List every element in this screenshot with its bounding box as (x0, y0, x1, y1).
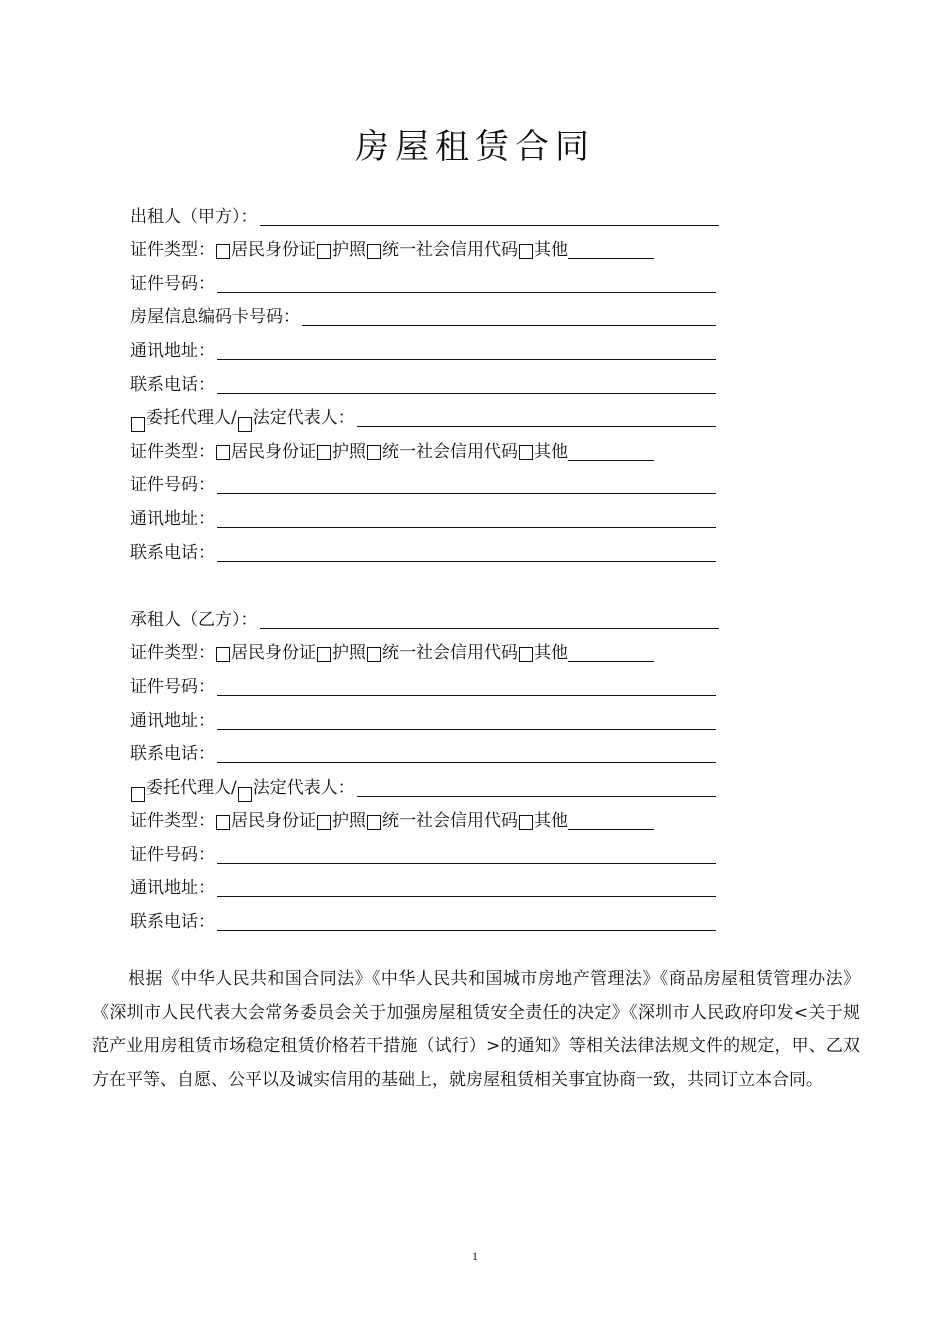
lessor-agent-id-option-other: 其他 (534, 441, 568, 462)
lessor-id-option-checkbox-passport[interactable] (317, 244, 331, 259)
lessee-agent-phone-label: 联系电话： (130, 912, 215, 933)
lessor-agent-id-option-passport: 护照 (332, 441, 366, 462)
lessee-agent-id-number-label: 证件号码： (130, 844, 215, 865)
lessee-id-number-row (130, 666, 716, 700)
lessee-address-row (130, 700, 716, 734)
lessee-agent-address-label: 通讯地址： (130, 878, 215, 899)
lessor-phone-label: 联系电话： (130, 374, 215, 395)
lessee-agent-id-option-checkbox-other[interactable] (519, 815, 533, 830)
lessor-id-option-other: 其他 (534, 240, 568, 261)
lessee-agent-row (130, 767, 716, 801)
lessor-id-number-label: 证件号码： (130, 273, 215, 294)
lessor-address-field[interactable] (217, 339, 716, 360)
lessee-agent-phone-row (130, 901, 716, 935)
lessee-agent-name-field[interactable] (357, 776, 716, 797)
lessee-phone-label: 联系电话： (130, 744, 215, 765)
lessor-row (130, 196, 716, 230)
lessee-id-option-other: 其他 (534, 643, 568, 664)
lessor-agent-id-option-checkbox-resident[interactable] (216, 445, 230, 460)
lessor-id-other-field[interactable] (568, 238, 654, 259)
page-number: 1 (472, 1249, 478, 1263)
lessor-agent-address-label: 通讯地址： (130, 508, 215, 529)
lessor-house-code-row (130, 297, 716, 331)
lessee-agent-id-number-field[interactable] (217, 843, 716, 864)
lessee-agent-label-1: 委托代理人/ (146, 777, 237, 798)
lessor-id-option-checkbox-resident[interactable] (216, 244, 230, 259)
lessee-address-field[interactable] (217, 709, 716, 730)
lessee-agent-label-2: 法定代表人： (252, 777, 355, 798)
lessor-id-option-checkbox-other[interactable] (519, 244, 533, 259)
lessor-legal-rep-checkbox[interactable] (238, 417, 252, 432)
lessor-id-number-field[interactable] (217, 272, 716, 293)
lessee-id-option-passport: 护照 (332, 643, 366, 664)
lessor-agent-address-field[interactable] (217, 507, 716, 528)
lessor-agent-id-option-resident: 居民身份证 (231, 441, 316, 462)
lessor-agent-id-option-credit-code: 统一社会信用代码 (382, 441, 518, 462)
lessor-agent-id-option-checkbox-credit-code[interactable] (367, 445, 381, 460)
lessee-id-number-label: 证件号码： (130, 676, 215, 697)
lessee-id-other-field[interactable] (568, 641, 654, 662)
lessor-name-field[interactable] (260, 205, 720, 226)
lessor-house-code-field[interactable] (302, 305, 716, 326)
lessor-agent-id-option-checkbox-other[interactable] (519, 445, 533, 460)
lessor-id-option-checkbox-credit-code[interactable] (367, 244, 381, 259)
lessor-id-type-row (130, 230, 716, 264)
lessor-id-option-credit-code: 统一社会信用代码 (382, 240, 518, 261)
lessor-agent-phone-field[interactable] (217, 541, 716, 562)
lessee-id-number-field[interactable] (217, 675, 716, 696)
lessee-agent-id-option-checkbox-credit-code[interactable] (367, 815, 381, 830)
lessor-agent-address-row (130, 498, 716, 532)
page-title: 房屋租赁合同 (355, 127, 595, 167)
lessor-id-type-label: 证件类型： (130, 240, 215, 261)
lessee-agent-id-type-row (130, 801, 716, 835)
lessee-agent-id-other-field[interactable] (568, 809, 654, 830)
lessee-agent-id-option-resident: 居民身份证 (231, 811, 316, 832)
lessor-label: 出租人（甲方）： (130, 206, 258, 227)
lessor-agent-id-type-row (130, 431, 716, 465)
lessee-phone-field[interactable] (217, 742, 716, 763)
lessee-agent-address-field[interactable] (217, 876, 716, 897)
lessor-agent-name-field[interactable] (357, 406, 716, 427)
lessee-id-option-checkbox-credit-code[interactable] (367, 647, 381, 662)
lessee-agent-id-option-passport: 护照 (332, 811, 366, 832)
lessee-agent-checkbox[interactable] (131, 787, 145, 802)
lessee-agent-id-number-row (130, 834, 716, 868)
lessor-address-label: 通讯地址： (130, 340, 215, 361)
lessor-agent-phone-label: 联系电话： (130, 542, 215, 563)
lessor-agent-id-type-label: 证件类型： (130, 441, 215, 462)
lessor-agent-id-option-checkbox-passport[interactable] (317, 445, 331, 460)
lessee-address-label: 通讯地址： (130, 710, 215, 731)
lessee-agent-id-type-label: 证件类型： (130, 811, 215, 832)
lessee-id-type-row (130, 633, 716, 667)
lessor-agent-checkbox[interactable] (131, 417, 145, 432)
lessee-agent-id-option-checkbox-resident[interactable] (216, 815, 230, 830)
lessee-row (130, 599, 716, 633)
lessor-agent-id-number-row (130, 465, 716, 499)
lessee-agent-address-row (130, 868, 716, 902)
lessee-agent-id-option-credit-code: 统一社会信用代码 (382, 811, 518, 832)
lessor-agent-id-number-label: 证件号码： (130, 475, 215, 496)
lessor-house-code-label: 房屋信息编码卡号码： (130, 307, 300, 328)
lessor-agent-label-2: 法定代表人： (252, 408, 355, 429)
lessee-agent-id-option-other: 其他 (534, 811, 568, 832)
lessee-id-option-checkbox-resident[interactable] (216, 647, 230, 662)
lessor-phone-field[interactable] (217, 373, 716, 394)
section-gap (130, 566, 716, 600)
lessee-name-field[interactable] (260, 608, 720, 629)
lessee-id-type-label: 证件类型： (130, 643, 215, 664)
lessee-agent-id-option-checkbox-passport[interactable] (317, 815, 331, 830)
lessee-id-option-credit-code: 统一社会信用代码 (382, 643, 518, 664)
contract-preamble: 根据《中华人民共和国合同法》《中华人民共和国城市房地产管理法》《商品房屋租赁管理办法》《深圳市人民代表大会常务委员会关于加强房屋租赁安全责任的决定》《深圳市人民政府印发<关于规范产业用房租赁市场稳定租赁价格若干措施（试行）>的通知》等相关法律法规文件的规定，甲、乙双方在平等、自愿、公平以及诚实信用的基础上，就房屋租赁相关事宜协商一致，共同订立本合同。 (92, 969, 860, 1090)
lessee-legal-rep-checkbox[interactable] (238, 787, 252, 802)
lessee-phone-row (130, 734, 716, 768)
lessee-id-option-checkbox-passport[interactable] (317, 647, 331, 662)
lessee-id-option-resident: 居民身份证 (231, 643, 316, 664)
lessor-agent-id-number-field[interactable] (217, 473, 716, 494)
lessor-address-row (130, 330, 716, 364)
lessor-id-number-row (130, 263, 716, 297)
lessor-phone-row (130, 364, 716, 398)
lessee-label: 承租人（乙方）： (130, 609, 258, 630)
lessor-agent-id-other-field[interactable] (568, 440, 654, 461)
lessor-agent-label-1: 委托代理人/ (146, 408, 237, 429)
lessor-agent-row (130, 398, 716, 432)
lessee-id-option-checkbox-other[interactable] (519, 647, 533, 662)
lessor-id-option-resident: 居民身份证 (231, 240, 316, 261)
contract-form (130, 196, 716, 935)
lessor-id-option-passport: 护照 (332, 240, 366, 261)
lessor-agent-phone-row (130, 532, 716, 566)
lessee-agent-phone-field[interactable] (217, 910, 716, 931)
